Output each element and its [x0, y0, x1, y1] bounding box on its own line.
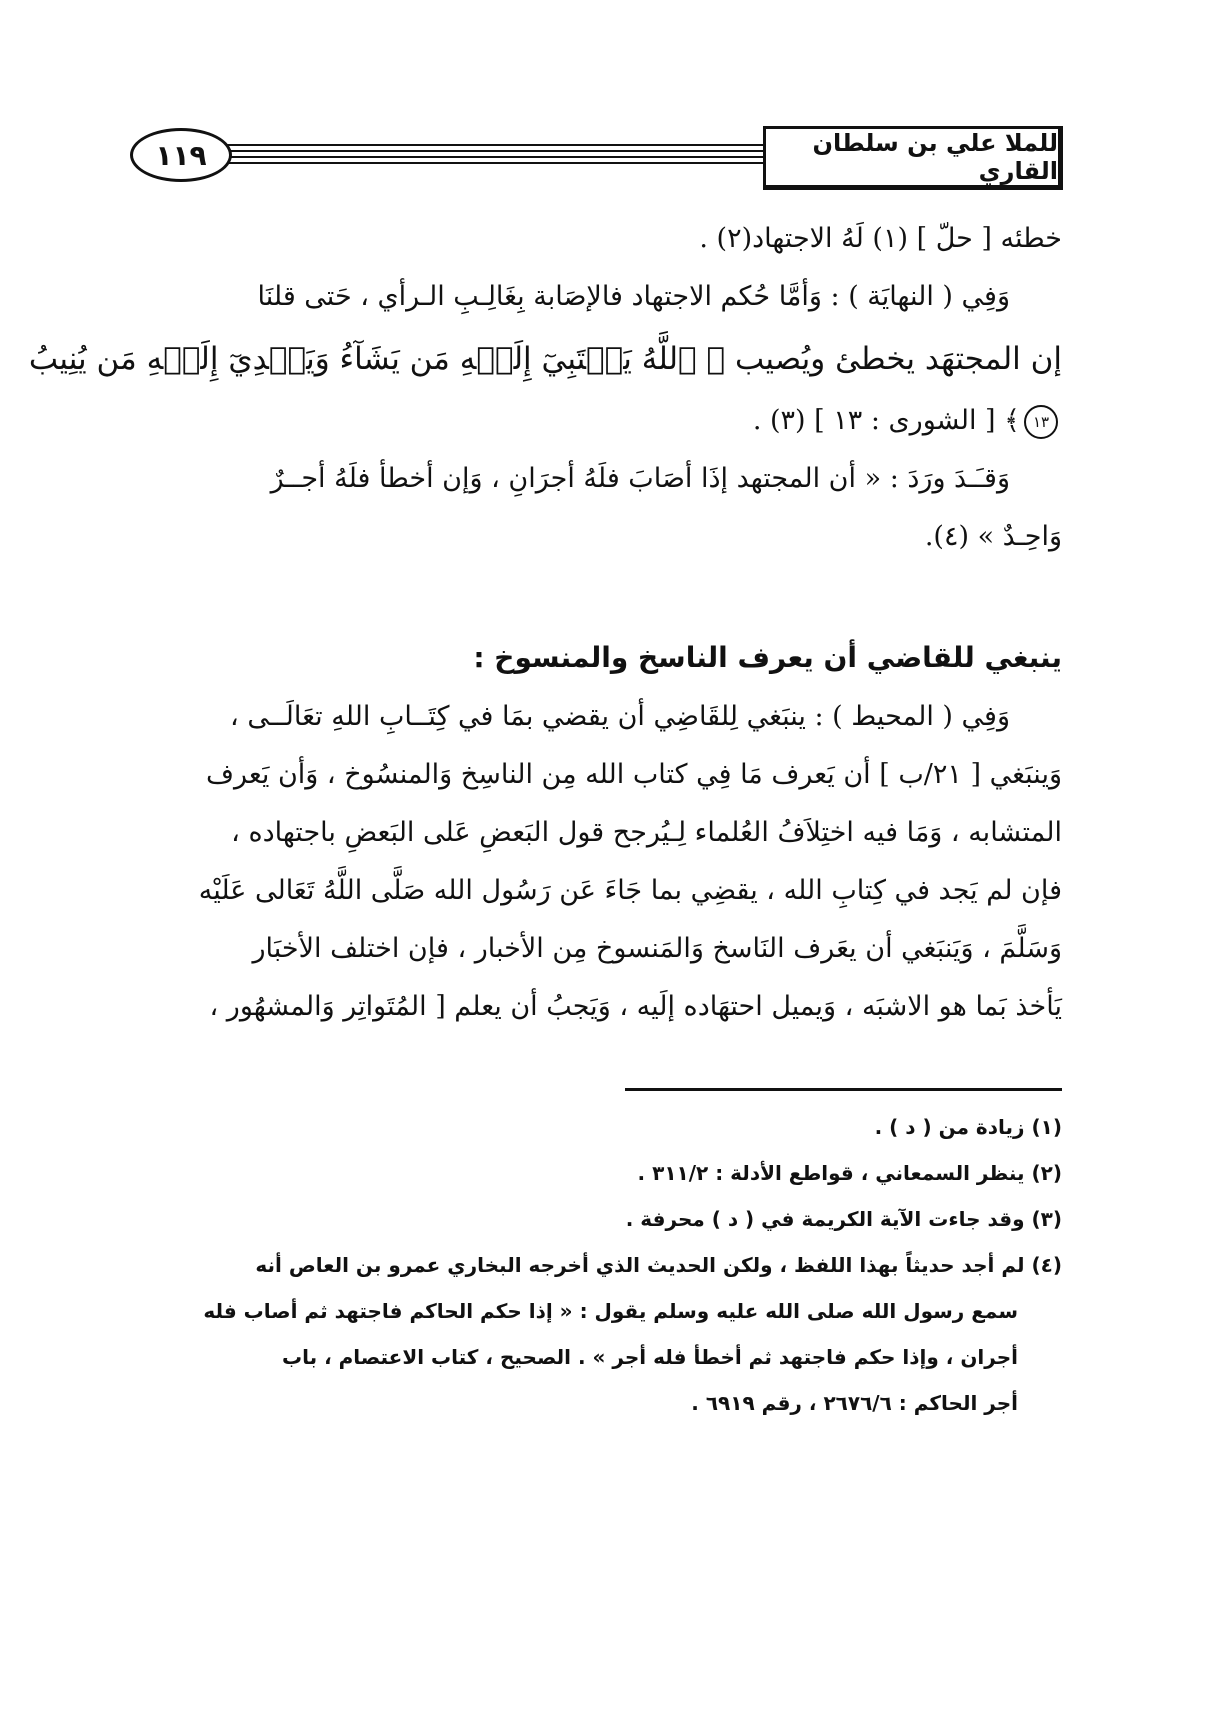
footnote-4-continued: سمع رسول الله صلى الله عليه وسلم يقول : « إذا حكم الحاكم فاجتهد ثم أصاب فله [203, 1299, 1018, 1323]
text-line: المتشابه ، وَمَا فيه اختِلاَفُ العُلماء لِـيُرجح قول البَعضِ عَلى البَعضِ باجتهاده ، [231, 817, 1062, 848]
ayah-number-mark: ١٣ [1024, 405, 1058, 439]
text-line [140, 392, 1062, 450]
section-heading: ينبغي للقاضي أن يعرف الناسخ والمنسوخ : [473, 641, 1062, 674]
header-rule [225, 144, 763, 146]
text-line: وَينبَغي [ ٢١/ب ] أن يَعرف مَا فِي كتاب الله مِن الناسِخ وَالمنسُوخ ، وَأن يَعرف [205, 759, 1062, 790]
header-rule [225, 156, 763, 158]
page-header [130, 126, 1063, 196]
footnote-4: (٤) لم أجد حديثاً بهذا اللفظ ، ولكن الحديث الذي أخرجه البخاري عمرو بن العاص أنه [255, 1253, 1062, 1277]
text-line: وَقـَـدَ ورَدَ : « أن المجتهد إذَا أصَابَ فلَهُ أجرَانِ ، وَإن أخطأ فلَهُ أجــرٌ [270, 463, 1010, 494]
footnote-3: (٣) وقد جاءت الآية الكريمة في ( د ) محرفة . [625, 1207, 1062, 1231]
footnote-1: (١) زيادة من ( د ) . [874, 1115, 1062, 1139]
text-line: وَفِي ( المحيط ) : ينبَغي لِلقَاضِي أن يقضي بمَا في كِتَــابِ اللهِ تعَالَــى ، [230, 701, 1010, 732]
header-rule [225, 150, 763, 152]
main-text [28, 210, 1062, 1036]
footnote-4-continued: أجران ، وإذا حكم فاجتهد ثم أخطأ فله أجر » . الصحيح ، كتاب الاعتصام ، باب [281, 1345, 1018, 1369]
footnote-separator [625, 1088, 1062, 1091]
verse-reference: ﴾ [ الشورى : ١٣ ] (٣) . [752, 405, 1020, 436]
running-title: للملا علي بن سلطان القاري [763, 126, 1063, 190]
footnote-4-continued: أجر الحاكم : ٢٦٧٦/٦ ، رقم ٦٩١٩ . [691, 1391, 1018, 1415]
page-number: ١١٩ [130, 128, 232, 182]
footnotes [130, 1104, 1062, 1426]
text-line: وَسَلَّمَ ، وَيَنبَغي أن يعَرف النَاسخ وَالمَنسوخ مِن الأخبار ، فإن اختلف الأخبَار [252, 933, 1062, 964]
text-line: يَأخذ بَما هو الاشبَه ، وَيميل احتهَاده إلَيه ، وَيَجبُ أن يعلم [ المُتَواتِر وَالمشهُور ، [209, 991, 1062, 1022]
quran-verse-line: إن المجتهَد يخطئ ويُصيب ﴿ ٱللَّهُ يَجۡتَبِيٓ إِلَيۡهِ مَن يَشَآءُ وَيَهۡدِيٓ إِلَيۡهِ مَن يُنِيبُ [28, 341, 1062, 377]
footnote-2: (٢) ينظر السمعاني ، قواطع الأدلة : ٣١١/٢ . [637, 1161, 1062, 1185]
text-line: وَفِي ( النهايَة ) : وَأمَّا حُكم الاجتهاد فالإصَابة بِغَالِـبِ الـرأي ، حَتى قلنَا [257, 281, 1010, 312]
header-rule [225, 162, 763, 164]
text-line: وَاحِـدٌ » (٤). [924, 521, 1062, 552]
text-line: خطئه [ حلّ ] (١) لَهُ الاجتهاد(٢) . [699, 223, 1062, 254]
text-line: فإن لم يَجد في كِتابِ الله ، يقضِي بما جَاءَ عَن رَسُول الله صَلَّى اللَّهُ تَعَالى عَلَيْه [198, 875, 1062, 906]
